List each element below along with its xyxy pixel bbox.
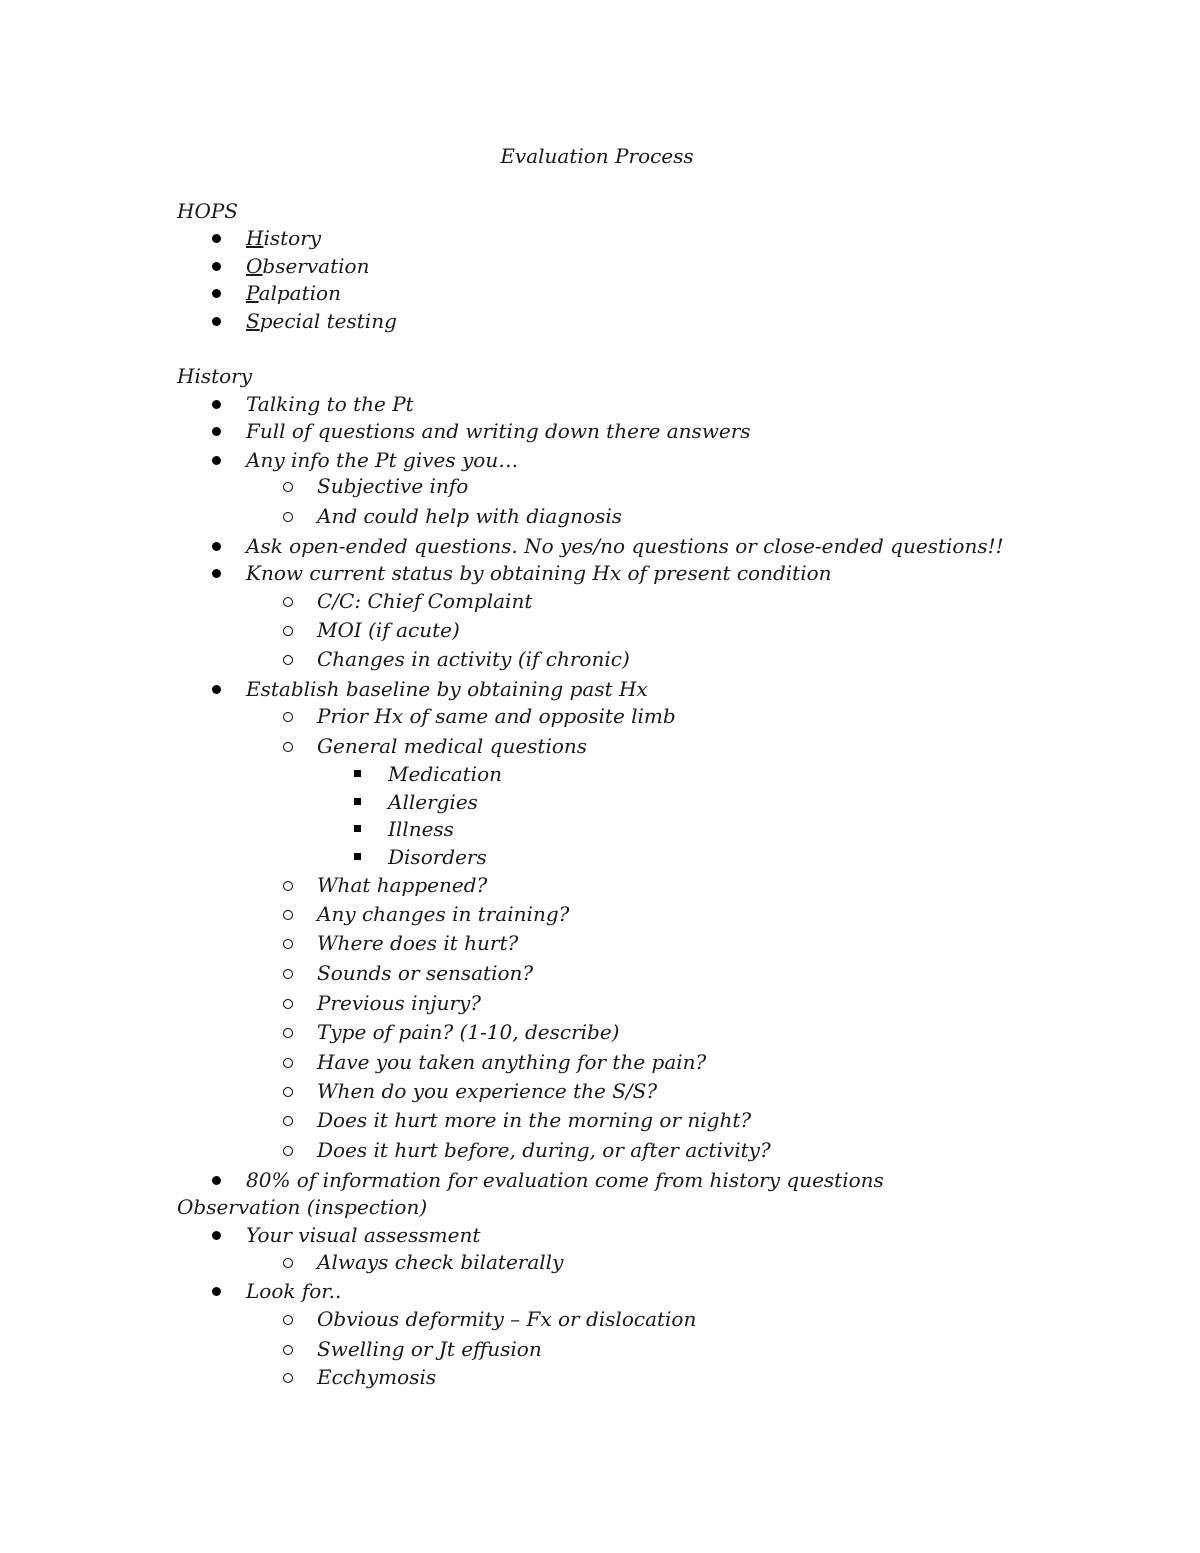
list-item: Subjective info	[317, 474, 469, 498]
hops-item-special-testing	[246, 309, 397, 333]
list-item: 80% of information for evaluation come from history questions	[246, 1168, 884, 1192]
hops-initial: S	[246, 309, 260, 333]
list-item: Disorders	[388, 845, 487, 869]
list-item: General medical questions	[317, 734, 588, 758]
bullet-circle	[283, 512, 293, 522]
bullet-circle	[283, 910, 293, 920]
list-item: Talking to the Pt	[246, 392, 414, 416]
list-item: Where does it hurt?	[317, 931, 519, 955]
bullet-disc	[212, 685, 221, 694]
list-item: Changes in activity (if chronic)	[317, 647, 630, 671]
bullet-circle	[283, 939, 293, 949]
list-item: Prior Hx of same and opposite limb	[317, 704, 676, 728]
list-item: Know current status by obtaining Hx of present condition	[246, 561, 832, 585]
bullet-circle	[283, 1146, 293, 1156]
hops-initial: H	[246, 226, 264, 250]
bullet-circle	[283, 1315, 293, 1325]
list-item: MOI (if acute)	[317, 618, 460, 642]
bullet-circle	[283, 999, 293, 1009]
bullet-circle	[283, 1028, 293, 1038]
list-item: Any changes in training?	[317, 902, 570, 926]
list-item: When do you experience the S/S?	[317, 1079, 658, 1103]
list-item: Your visual assessment	[246, 1223, 481, 1247]
bullet-disc	[212, 1231, 221, 1240]
list-item: Illness	[388, 817, 454, 841]
bullet-square	[354, 853, 361, 860]
history-heading: History	[177, 364, 253, 388]
bullet-disc	[212, 1287, 221, 1296]
list-item: Look for..	[246, 1279, 342, 1303]
list-item: C/C: Chief Complaint	[317, 589, 533, 613]
document-title: Evaluation Process	[500, 144, 694, 168]
bullet-square	[354, 825, 361, 832]
bullet-disc	[212, 1176, 221, 1185]
bullet-circle	[283, 712, 293, 722]
bullet-circle	[283, 1345, 293, 1355]
list-item: Ecchymosis	[317, 1365, 437, 1389]
list-item: Allergies	[388, 790, 478, 814]
bullet-disc	[212, 317, 221, 326]
list-item: Does it hurt more in the morning or night?	[317, 1108, 752, 1132]
bullet-square	[354, 798, 361, 805]
bullet-circle	[283, 1258, 293, 1268]
bullet-circle	[283, 655, 293, 665]
hops-item-palpation	[246, 281, 341, 305]
list-item: Obvious deformity – Fx or dislocation	[317, 1307, 697, 1331]
list-item: Does it hurt before, during, or after activity?	[317, 1138, 771, 1162]
hops-item-history	[246, 226, 321, 250]
list-item: Ask open-ended questions. No yes/no questions or close-ended questions!!	[246, 534, 1004, 558]
list-item: Medication	[388, 762, 502, 786]
bullet-circle	[283, 742, 293, 752]
hops-rest: istory	[263, 226, 322, 250]
list-item: Always check bilaterally	[317, 1250, 564, 1274]
hops-heading: HOPS	[177, 199, 238, 223]
hops-rest: alpation	[258, 281, 341, 305]
bullet-circle	[283, 1058, 293, 1068]
bullet-circle	[283, 597, 293, 607]
list-item: Have you taken anything for the pain?	[317, 1050, 707, 1074]
bullet-disc	[212, 427, 221, 436]
list-item: Sounds or sensation?	[317, 961, 534, 985]
list-item: Type of pain? (1-10, describe)	[317, 1020, 620, 1044]
list-item: Previous injury?	[317, 991, 482, 1015]
list-item: Any info the Pt gives you…	[246, 448, 519, 472]
bullet-circle	[283, 1087, 293, 1097]
bullet-disc	[212, 234, 221, 243]
bullet-disc	[212, 289, 221, 298]
bullet-disc	[212, 569, 221, 578]
hops-initial: O	[246, 254, 263, 278]
list-item: What happened?	[317, 873, 488, 897]
bullet-disc	[212, 456, 221, 465]
bullet-circle	[283, 969, 293, 979]
bullet-circle	[283, 1373, 293, 1383]
list-item: Swelling or Jt effusion	[317, 1337, 542, 1361]
list-item: Establish baseline by obtaining past Hx	[246, 677, 648, 701]
observation-heading: Observation (inspection)	[177, 1195, 428, 1219]
bullet-circle	[283, 482, 293, 492]
bullet-circle	[283, 1116, 293, 1126]
hops-rest: pecial testing	[259, 309, 397, 333]
hops-rest: bservation	[262, 254, 370, 278]
hops-initial: P	[246, 281, 259, 305]
bullet-disc	[212, 400, 221, 409]
bullet-disc	[212, 262, 221, 271]
bullet-circle	[283, 881, 293, 891]
bullet-circle	[283, 626, 293, 636]
hops-item-observation	[246, 254, 369, 278]
list-item: Full of questions and writing down there answers	[246, 419, 751, 443]
bullet-disc	[212, 542, 221, 551]
list-item: And could help with diagnosis	[317, 504, 622, 528]
bullet-square	[354, 770, 361, 777]
